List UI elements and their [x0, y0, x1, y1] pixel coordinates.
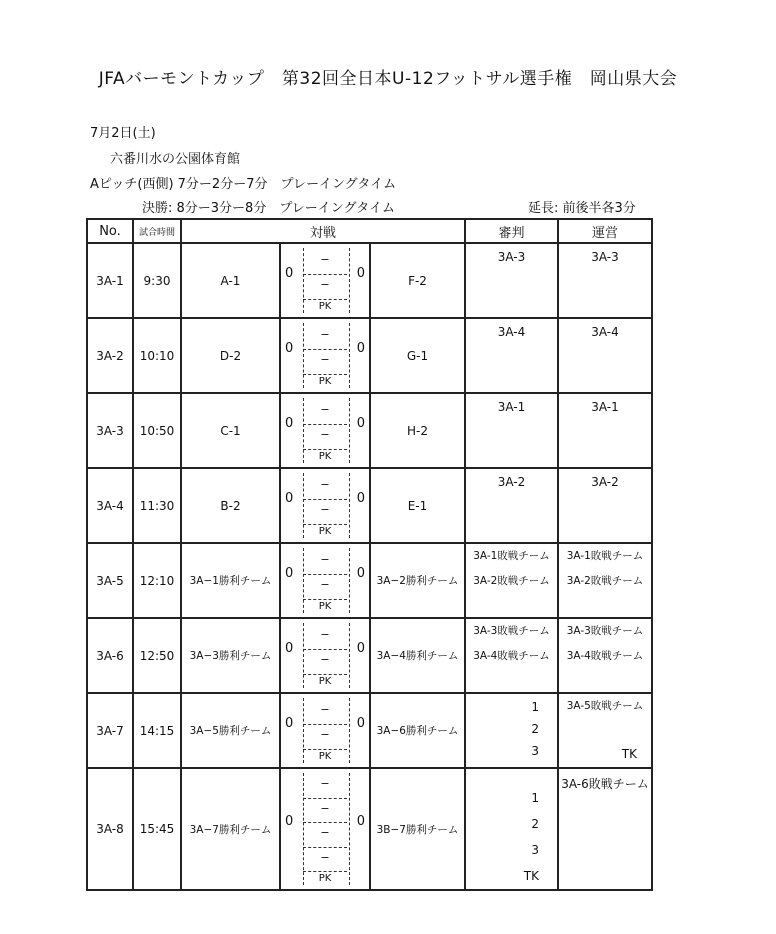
- venue: 六番川水の公園体育館: [110, 152, 241, 167]
- ops-cell: [558, 693, 652, 768]
- ref-cell: [465, 468, 558, 543]
- match-row: [87, 618, 652, 693]
- ops-entry: 3A-1: [591, 400, 619, 414]
- header-time: 試合時間: [133, 219, 181, 243]
- pk-label: PK: [318, 873, 332, 884]
- referee-entry: 3A-2敗戦チーム: [473, 575, 550, 587]
- match-time: 10:50: [133, 393, 181, 468]
- ops-entry: 3A-4: [591, 325, 619, 339]
- score-divider: [303, 499, 347, 500]
- referee-entry: 3A-1: [497, 400, 526, 414]
- away-score: 0: [356, 415, 365, 431]
- half-score-dash: −: [320, 278, 330, 292]
- match-row: [87, 768, 652, 890]
- header-match: 対戦: [181, 219, 465, 243]
- away-score: 0: [356, 490, 365, 506]
- match-no: 3A-8: [87, 768, 133, 890]
- score-divider: [303, 274, 347, 275]
- home-team: 3A−7勝利チーム: [181, 768, 280, 890]
- home-score: 0: [285, 415, 294, 431]
- match-row: [87, 693, 652, 768]
- away-team: F-2: [370, 243, 465, 318]
- away-team: 3A−4勝利チーム: [370, 618, 465, 693]
- away-score: 0: [356, 814, 365, 829]
- half-score-dash: −: [320, 402, 330, 416]
- pk-label: PK: [318, 301, 332, 312]
- ops-entry: 3A-1敗戦チーム: [566, 550, 644, 562]
- pk-label: PK: [318, 526, 332, 537]
- score-divider: [303, 599, 347, 600]
- match-row: [87, 543, 652, 618]
- half-score-dash: −: [320, 728, 330, 742]
- referee-entry: TK: [523, 869, 539, 883]
- half-score-dash: −: [320, 252, 330, 266]
- score-divider: [303, 424, 347, 425]
- away-team: H-2: [370, 393, 465, 468]
- match-time: 12:10: [133, 543, 181, 618]
- ops-cell: [558, 468, 652, 543]
- match-time: 12:50: [133, 618, 181, 693]
- score-cell: [280, 318, 370, 393]
- half-score-dash: −: [320, 477, 330, 491]
- away-team: G-1: [370, 318, 465, 393]
- ops-entry: 3A-4敗戦チーム: [566, 650, 644, 662]
- pk-label: PK: [318, 676, 332, 687]
- ops-entry: 3A-6敗戦チーム: [561, 777, 649, 791]
- away-score: 0: [356, 565, 365, 581]
- home-score: 0: [285, 565, 294, 581]
- score-cell: [280, 693, 370, 768]
- half-score-dash: −: [320, 801, 330, 815]
- half-score-dash: −: [320, 850, 330, 864]
- home-team: B-2: [181, 468, 280, 543]
- score-divider: [303, 871, 347, 872]
- referee-entry: 3A-3: [497, 250, 526, 264]
- ops-cell: [558, 318, 652, 393]
- half-score-dash: −: [320, 327, 330, 341]
- score-divider: [303, 847, 347, 848]
- ref-cell: [465, 693, 558, 768]
- half-score-dash: −: [320, 777, 330, 791]
- score-divider: [303, 374, 347, 375]
- score-divider: [303, 524, 347, 525]
- match-time: 11:30: [133, 468, 181, 543]
- home-team: 3A−3勝利チーム: [181, 618, 280, 693]
- referee-entry: 3A-3敗戦チーム: [473, 625, 550, 637]
- score-cell: [280, 468, 370, 543]
- home-score: 0: [285, 490, 294, 506]
- ref-cell: [465, 543, 558, 618]
- home-score: 0: [285, 715, 294, 731]
- score-divider: [303, 674, 347, 675]
- match-no: 3A-4: [87, 468, 133, 543]
- ops-entry: 3A-3: [591, 250, 619, 264]
- home-team: A-1: [181, 243, 280, 318]
- ref-cell: [465, 618, 558, 693]
- half-score-dash: −: [320, 552, 330, 566]
- half-score-dash: −: [320, 353, 330, 367]
- ops-cell: [558, 243, 652, 318]
- ops-entry: 3A-2: [591, 475, 619, 489]
- header-row: [87, 219, 652, 243]
- score-divider: [303, 574, 347, 575]
- referee-entry: 3A-1敗戦チーム: [473, 550, 550, 562]
- score-cell: [280, 393, 370, 468]
- match-no: 3A-7: [87, 693, 133, 768]
- score-divider: [303, 724, 347, 725]
- away-score: 0: [356, 715, 365, 731]
- referee-entry: 3A-2: [497, 475, 526, 489]
- score-cell: [280, 543, 370, 618]
- referee-entry: 2: [531, 722, 539, 736]
- referee-entry: 3: [531, 843, 539, 857]
- home-score: 0: [285, 340, 294, 356]
- referee-entry: 2: [531, 817, 539, 831]
- score-cell: [280, 768, 370, 890]
- half-score-dash: −: [320, 428, 330, 442]
- score-divider: [303, 649, 347, 650]
- half-score-dash: −: [320, 826, 330, 840]
- match-no: 3A-1: [87, 243, 133, 318]
- away-score: 0: [356, 265, 365, 281]
- score-divider: [303, 749, 347, 750]
- half-score-dash: −: [320, 702, 330, 716]
- away-team: 3A−2勝利チーム: [370, 543, 465, 618]
- pk-label: PK: [318, 451, 332, 462]
- page-title: JFAバーモントカップ 第32回全日本U-12フットサル選手権 岡山県大会: [98, 69, 678, 89]
- referee-entry: 1: [531, 700, 539, 714]
- referee-entry: 1: [531, 791, 539, 805]
- score-cell: [280, 243, 370, 318]
- home-team: C-1: [181, 393, 280, 468]
- home-score: 0: [285, 640, 294, 656]
- away-score: 0: [356, 640, 365, 656]
- match-row: [87, 393, 652, 468]
- ops-cell: [558, 768, 652, 890]
- ref-cell: [465, 393, 558, 468]
- ops-entry: 3A-5敗戦チーム: [566, 700, 644, 712]
- ref-cell: [465, 243, 558, 318]
- ref-cell: [465, 318, 558, 393]
- match-no: 3A-5: [87, 543, 133, 618]
- header-ops: 運営: [558, 219, 652, 243]
- half-score-dash: −: [320, 627, 330, 641]
- match-row: [87, 468, 652, 543]
- ops-entry: 3A-2敗戦チーム: [566, 575, 644, 587]
- schedule-table: [86, 218, 653, 891]
- match-no: 3A-3: [87, 393, 133, 468]
- away-team: E-1: [370, 468, 465, 543]
- half-score-dash: −: [320, 578, 330, 592]
- header-ref: 審判: [465, 219, 558, 243]
- score-divider: [303, 349, 347, 350]
- home-team: 3A−1勝利チーム: [181, 543, 280, 618]
- match-row: [87, 318, 652, 393]
- home-team: D-2: [181, 318, 280, 393]
- referee-entry: 3A-4: [497, 325, 526, 339]
- match-time: 14:15: [133, 693, 181, 768]
- match-no: 3A-2: [87, 318, 133, 393]
- match-no: 3A-6: [87, 618, 133, 693]
- away-team: 3A−6勝利チーム: [370, 693, 465, 768]
- ref-cell: [465, 768, 558, 890]
- score-divider: [303, 299, 347, 300]
- match-time: 10:10: [133, 318, 181, 393]
- final-rule: 決勝: 8分ー3分ー8分 プレーイングタイム: [142, 201, 396, 216]
- ops-entry: TK: [621, 747, 637, 761]
- ops-cell: [558, 618, 652, 693]
- home-score: 0: [285, 265, 294, 281]
- ops-cell: [558, 393, 652, 468]
- header-no: No.: [87, 219, 133, 243]
- home-team: 3A−5勝利チーム: [181, 693, 280, 768]
- half-score-dash: −: [320, 503, 330, 517]
- score-divider: [303, 449, 347, 450]
- pk-label: PK: [318, 601, 332, 612]
- match-time: 15:45: [133, 768, 181, 890]
- half-score-dash: −: [320, 653, 330, 667]
- ops-cell: [558, 543, 652, 618]
- score-cell: [280, 618, 370, 693]
- score-divider: [303, 798, 347, 799]
- score-divider: [303, 822, 347, 823]
- referee-entry: 3: [531, 744, 539, 758]
- match-row: [87, 243, 652, 318]
- away-score: 0: [356, 340, 365, 356]
- match-time: 9:30: [133, 243, 181, 318]
- extra-time-rule: 延長: 前後半各3分: [528, 201, 636, 216]
- away-team: 3B−7勝利チーム: [370, 768, 465, 890]
- pitch-info: Aピッチ(西側) 7分ー2分ー7分 プレーイングタイム: [90, 177, 397, 192]
- match-date: 7月2日(土): [90, 126, 156, 141]
- pk-label: PK: [318, 376, 332, 387]
- referee-entry: 3A-4敗戦チーム: [473, 650, 550, 662]
- home-score: 0: [285, 814, 294, 829]
- pk-label: PK: [318, 751, 332, 762]
- ops-entry: 3A-3敗戦チーム: [566, 625, 644, 637]
